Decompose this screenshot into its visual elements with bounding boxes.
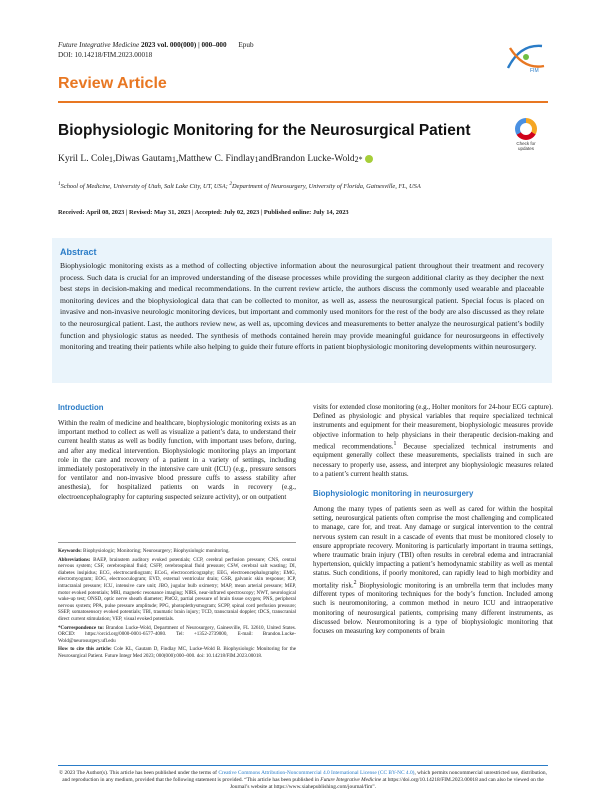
how-to-cite: How to cite this article: Cole KL, Gautam D, Findlay MC, Lucke-Wold B. Biophysiologic Monitoring for the Neurosurgical Patient. Future Integr Med 2023; 000(000):000–000. doi: 10.14218/FIM.2023.00018. xyxy=(58,646,296,659)
author-name: Diwas Gautam xyxy=(115,154,172,164)
article-type-label: Review Article xyxy=(58,75,167,92)
neurosurgery-monitoring-paragraph: Among the many types of patients seen as well as cared for within the hospital setting, neurosurgical patients often comprise the most challenging and complicated to manage, care for, and treat. Any damage or surgical intervention to the central nervous system can result in a cascade of events that must be monitored closely to ensure appropriate recovery. Monitoring is particularly important in trauma settings, where traumatic brain injury (TBI) often results in cerebral edema and intracranial hypertension, quickly impacting a patient’s hemodynamic stability as well as mental status. Such conditions, if poorly monitored, can rapidly lead to high morbidity and mortality risk.$^2$ Biophysiologic monitoring is an umbrella term that includes many different types of monitoring techniques for the body’s function. Included among such is neuromonitoring, a common method in neuro ICU and intraoperative monitoring of neurosurgical patients, comprising many different instruments, as discussed below. Neuromonitoring is a type of biophysiologic monitoring that focuses on measuring key components of brain xyxy=(313,504,553,635)
intro-paragraph: Within the realm of medicine and healthcare, biophysiologic monitoring exists as an important method to collect as well as visualize a patient’s data, to understand their current health status as well as bodily function, with important uses before, during, and after any medical intervention. Biophysiologic monitoring plays an important role in the care and recovery of a patient in a variety of settings, including immediately postoperatively in the intensive care unit (ICU) (e.g., pressure sensors for ventilator and non-invasive blood pressure cuffs to assess stability after anesthesia), for hospitalized patients on wards in recovery (e.g., electroencephalography for capturing suspected seizure activity), or on outpatient xyxy=(58,419,296,501)
doi-line[interactable]: DOI: 10.14218/FIM.2023.00018 xyxy=(58,51,153,59)
neurosurgery-monitoring-heading: Biophysiologic monitoring in neurosurgery xyxy=(313,488,474,498)
abbreviations: Abbreviations: BAEP, brainstem auditory evoked potentials; CCP, cerebral perfusion pressure; CNS, central nervous system; CSF, cerebrospinal fluid; CSFP, cerebrospinal fluid pressure; CSW, cerebral salt wasting; DI, diabetes insipidus; ECG, electrocardiogram; ECoG, electrocorticography; EEG, electroencephalography; EMG, electromyogram; EOG, electrooculogram; EVD, external ventricular drain; GSR, galvanic skin response; ICP, intracranial pressure; ICU, intensive care unit; JBO, jugular bulb oximetry; MAP, mean arterial pressure; MEP, motor evoked potentials; MRI, magnetic resonance imaging; NIRS, near-infrared spectroscopy; NWT, neurological wake-up test; ONSD, optic nerve sheath diameter; PbtO2, partial pressure of brain tissue oxygen; PNS, peripheral nervous system; PPA, pulse pressure amplitude; PPG, photoplethysmogram; SCPP, spinal cord perfusion pressure; SSEP, somatosensory evoked potentials; TBI, traumatic brain injury; TCD, transcranial doppler; tDCS, transcranial direct current stimulation; VEP, visual evoked potentials. xyxy=(58,556,296,622)
abstract-box xyxy=(52,238,552,383)
intro-paragraph-continued: visits for extended close monitoring (e.g., Holter monitors for 24-hour ECG capture). Defined as physiologic and physical variables that require specialized technical instruments and equipment for their measurement, biophysiologic measures provide objective information to help physicians in their therapeutic decision-making and medical recommendations.$^1$ Because specialized technical instruments and equipment generally collect these measurements, specialists trained in such are necessary to properly use, assess, and interpret any biophysiologic measures related to a patient’s current health status. xyxy=(313,403,553,478)
license-statement: © 2023 The Author(s). This article has been published under the terms of Creative Commons Attribution-Noncommercial 4.0 International License (CC BY-NC 4.0), which permits noncommercial unrestricted use, distribution, and reproduction in any medium, provided that the following statement is provided. “This article has been published in Future Integrative Medicine at https://doi.org/10.14218/FIM.2023.00018 and can also be viewed on the Journal’s website at https://www.xiahepublishing.com/journal/fim”. xyxy=(59,770,547,791)
author-separator: and xyxy=(258,154,273,164)
logo-text: FIM xyxy=(530,68,539,74)
author-name: Matthew C. Findlay xyxy=(178,154,255,164)
right-column xyxy=(313,403,553,636)
abstract-text: Biophysiologic monitoring exists as a method of collecting objective information about the neurosurgical patient throughout their treatment and recovery process. Such data is crucial for an improved understanding of the disease processes while providing the surgeon additional clarity as they decipher the next best steps in decision-making and medical recommendations. In the current review article, the authors discuss the commonly used wearable and placeable monitoring devices and the biophysiological data that can be collected to monitor, as well as, assess the neurosurgical patient. Special focus is placed on invasive and non-invasive neurologic monitoring devices, but important and commonly used monitors for the rest of the body are also discussed as they relate to the neurosurgical patient. Last, the authors review new, as well as, upcoming devices and measurements to better analyze the neurosurgical patient’s bodily function and physiologic status as needed. The synthesis of methods contained herein may provide meaningful guidance for neurosurgeons in effectively monitoring and treating their patients while also helping to guide their future efforts in patient biophysiologic monitoring developments within neurosurgery. xyxy=(60,261,544,352)
author-separator: , xyxy=(175,154,179,164)
accepted-date: Accepted: July 02, 2023 xyxy=(194,209,260,216)
revised-date: Revised: May 31, 2023 xyxy=(129,209,191,216)
check-updates-icon xyxy=(515,118,537,140)
footer-divider xyxy=(58,765,548,766)
footnotes xyxy=(58,548,296,662)
author-affil-mark: 1 xyxy=(108,154,113,164)
affiliations: $^1$School of Medicine, University of Utah, Salt Lake City, UT, USA; $^2$Department of Neurosurgery, University of Florida, Gainesville, FL, USA xyxy=(58,181,421,191)
journal-header xyxy=(58,40,458,60)
journal-volume: 2023 vol. 000(000) | 000–000 xyxy=(140,41,227,49)
author-affil-mark: 1 xyxy=(172,154,176,164)
epub-label: Epub xyxy=(238,41,254,49)
author-list xyxy=(58,154,373,164)
license-link[interactable]: Creative Commons Attribution-Noncommercial 4.0 International License (CC BY-NC 4.0) xyxy=(218,770,415,776)
article-title: Biophysiologic Monitoring for the Neurosurgical Patient xyxy=(58,122,471,139)
header-divider xyxy=(58,101,548,103)
check-updates-text: Check for updates xyxy=(516,141,536,151)
check-for-updates-badge[interactable] xyxy=(510,118,542,156)
footnote-divider xyxy=(58,542,296,543)
abstract-heading: Abstract xyxy=(60,247,97,257)
journal-logo-icon xyxy=(500,40,550,74)
author-name: Brandon Lucke-Wold xyxy=(272,154,355,164)
article-dates: Received: April 08, 2023 | Revised: May 31, 2023 | Accepted: July 02, 2023 | Published online: July 14, 2023 xyxy=(58,209,349,216)
author-separator: , xyxy=(112,154,116,164)
journal-name: Future Integrative Medicine xyxy=(58,41,140,49)
journal-citation-line xyxy=(58,40,458,50)
author-name: Kyril L. Cole xyxy=(58,154,109,164)
author-affil-mark: 2* xyxy=(354,154,363,164)
keywords: Keywords: Biophysiologic; Monitoring; Neurosurgery; Biophysiologic monitoring. xyxy=(58,548,230,554)
published-date: Published online: July 14, 2023 xyxy=(263,209,349,216)
received-date: Received: April 08, 2023 xyxy=(58,209,125,216)
left-column xyxy=(58,403,296,502)
introduction-heading: Introduction xyxy=(58,403,104,412)
correspondence: *Correspondence to: Brandon Lucke-Wold, Department of Neurosurgery, Gainesville, FL 32610, United States. ORCID: https://orcid.org/0000-0001-6577-4080. Tel: +1352-2739000, E-mail: Brandon.Lucke-Wold@neurosurgery.ufl.edu xyxy=(58,624,296,644)
author-affil-mark: 1 xyxy=(254,154,259,164)
citation-mark: 1 xyxy=(393,440,397,447)
orcid-icon[interactable] xyxy=(365,155,373,163)
citation-mark: 2 xyxy=(353,579,357,586)
